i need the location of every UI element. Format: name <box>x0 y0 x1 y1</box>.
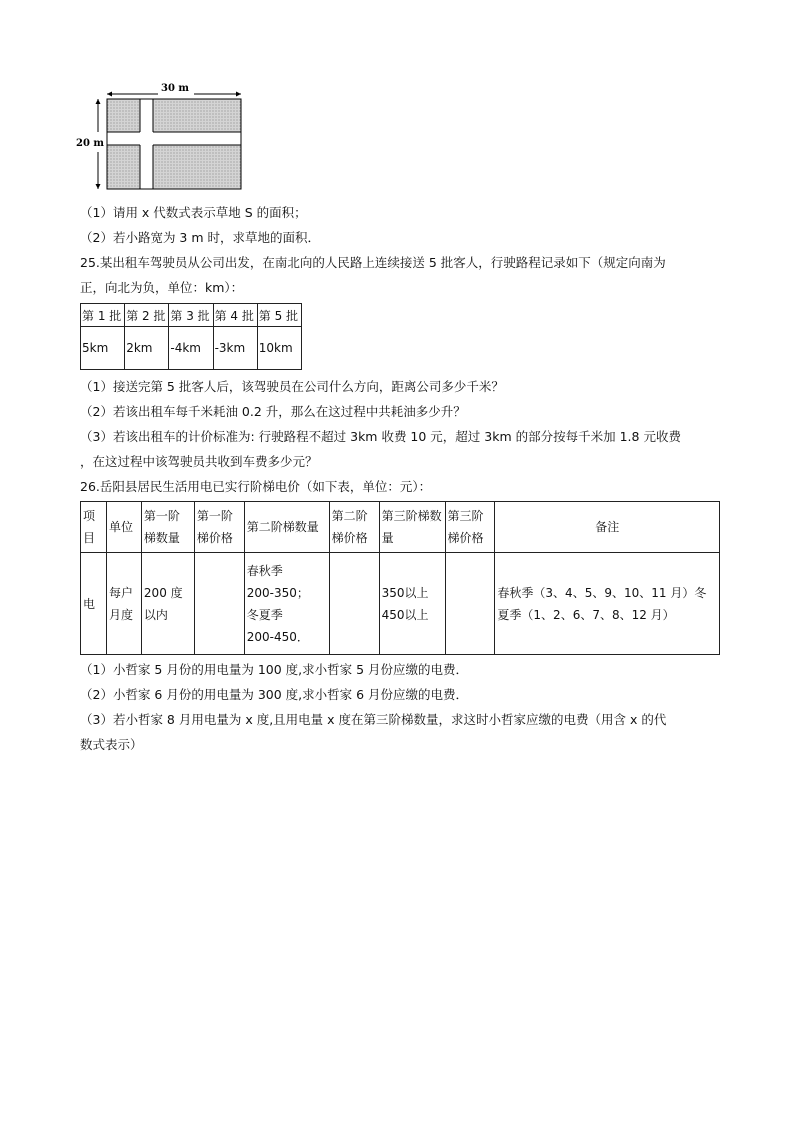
q25-value-cell: 2km <box>125 327 169 370</box>
q26-cell-tier2-qty <box>244 553 329 655</box>
q25-part3-line2: ，在这过程中该驾驶员共收到车费多少元？ <box>80 454 318 469</box>
width-arrowhead-right <box>236 92 241 97</box>
q26-cell-tier3-price <box>445 553 495 655</box>
q26-tier2-spring-autumn-range: 200-350； <box>246 585 309 600</box>
q26-cell-tier1-price <box>194 553 244 655</box>
q26-tier2-winter-summer-label: 冬夏季 <box>246 607 283 622</box>
q26-electricity-table <box>80 501 720 655</box>
q26-header-tier2-qty: 第二阶梯数量 <box>244 502 329 553</box>
q25-header-cell: 第 1 批 <box>81 304 125 327</box>
q25-part2: （2）若该出租车每千米耗油 0.2 升，那么在这过程中共耗油多少升？ <box>80 404 466 419</box>
lawn-diagram <box>74 80 264 192</box>
q26-cell-unit: 每户月度 <box>106 553 141 655</box>
q25-value-cell: -4km <box>169 327 213 370</box>
q26-header-unit: 单位 <box>106 502 141 553</box>
q26-cell-note: 春秋季（3、4、5、9、10、11 月）冬夏季（1、2、6、7、8、12 月） <box>495 553 720 655</box>
q26-header-tier3-price: 第三阶梯价格 <box>445 502 495 553</box>
height-arrowhead-top <box>96 99 101 104</box>
horizontal-path <box>108 132 241 145</box>
q26-header-tier1-qty: 第一阶梯数量 <box>141 502 194 553</box>
q25-part3-line1: （3）若该出租车的计价标准为: 行驶路程不超过 3km 收费 10 元，超过 3km 的部分按每千米加 1.8 元收费 <box>80 429 681 444</box>
q26-tier2-spring-autumn-label: 春秋季 <box>246 563 283 578</box>
q26-header-tier2-price: 第二阶梯价格 <box>329 502 379 553</box>
q26-intro: 26.岳阳县居民生活用电已实行阶梯电价（如下表，单位：元）： <box>80 479 432 494</box>
q25-intro-line2: 正，向北为负，单位：km）： <box>80 280 244 295</box>
q24-part1: （1）请用 x 代数式表示草地 S 的面积； <box>80 205 307 220</box>
q26-cell-tier1-qty: 200 度以内 <box>141 553 194 655</box>
q26-header-tier3-qty: 第三阶梯数量 <box>379 502 445 553</box>
q25-value-cell: 5km <box>81 327 125 370</box>
q25-header-cell: 第 5 批 <box>257 304 301 327</box>
q25-distance-table <box>80 303 302 370</box>
q26-header-tier1-price: 第一阶梯价格 <box>194 502 244 553</box>
q26-part3-line1: （3）若小哲家 8 月用电量为 x 度,且用电量 x 度在第三阶梯数量，求这时小哲家应缴的电费（用含 x 的代 <box>80 712 667 727</box>
q25-header-cell: 第 4 批 <box>213 304 257 327</box>
q26-header-note: 备注 <box>495 502 720 553</box>
q25-value-cell: -3km <box>213 327 257 370</box>
q26-part1: （1）小哲家 5 月份的用电量为 100 度,求小哲家 5 月份应缴的电费． <box>80 662 469 677</box>
q26-part2: （2）小哲家 6 月份的用电量为 300 度,求小哲家 6 月份应缴的电费． <box>80 687 469 702</box>
q25-part1: （1）接送完第 5 批客人后，该驾驶员在公司什么方向，距离公司多少千米？ <box>80 379 504 394</box>
q26-tier3-spring-autumn: 350以上 <box>381 585 429 600</box>
q25-intro-line1: 25.某出租车驾驶员从公司出发，在南北向的人民路上连续接送 5 批客人，行驶路程记录如下（规定向南为 <box>80 255 666 270</box>
q25-value-cell: 10km <box>257 327 301 370</box>
q26-tier2-winter-summer-range: 200-450． <box>246 629 309 644</box>
q26-cell-tier3-qty <box>379 553 445 655</box>
q25-header-cell: 第 2 批 <box>125 304 169 327</box>
q25-header-cell: 第 3 批 <box>169 304 213 327</box>
q26-cell-item: 电 <box>81 553 107 655</box>
q24-part2: （2）若小路宽为 3 m 时，求草地的面积． <box>80 230 321 245</box>
width-arrowhead-left <box>107 92 112 97</box>
q26-header-item: 项目 <box>81 502 107 553</box>
q26-tier3-winter-summer: 450以上 <box>381 607 429 622</box>
height-arrowhead-bottom <box>96 184 101 189</box>
q26-cell-tier2-price <box>329 553 379 655</box>
q26-part3-line2: 数式表示） <box>80 737 143 752</box>
height-label: 20 m <box>76 138 104 149</box>
width-label: 30 m <box>161 83 189 94</box>
